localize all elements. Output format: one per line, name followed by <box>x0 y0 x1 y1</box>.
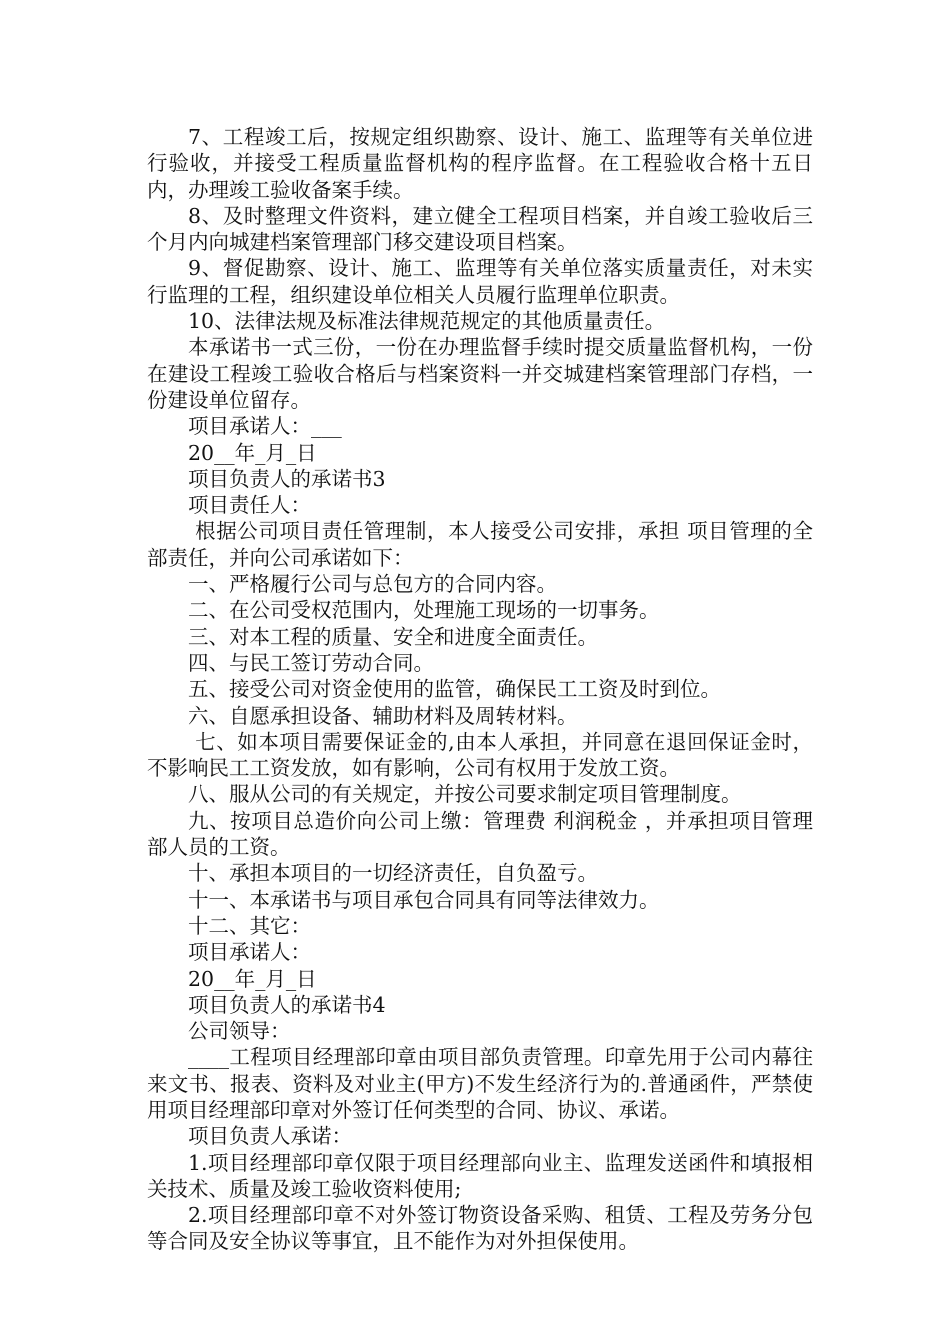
paragraph-pledge-heading: 项目负责人承诺： <box>188 1124 352 1149</box>
paragraph-clause-12: 十二、其它： <box>188 913 311 938</box>
paragraph-clause-10: 十、承担本项目的一切经济责任，自负盈亏。 <box>188 861 598 886</box>
paragraph-clause-11: 十一、本承诺书与项目承包合同具有同等法律效力。 <box>188 887 660 912</box>
paragraph-clause-2: 二、在公司受权范围内，处理施工现场的一切事务。 <box>188 598 660 623</box>
paragraph-copies-note: 本承诺书一式三份，一份在办理监督手续时提交质量监督机构，一份在建设工程竣工验收合格后与档案资料一并交城建档案管理部门存档，一份建设单位留存。 <box>147 335 813 412</box>
addressee-line: 公司领导： <box>188 1019 291 1044</box>
paragraph-clause-4: 四、与民工签订劳动合同。 <box>188 650 434 675</box>
paragraph-clause-8: 八、服从公司的有关规定，并按公司要求制定项目管理制度。 <box>188 782 742 807</box>
document-body <box>147 124 813 1255</box>
paragraph-clause-1: 一、严格履行公司与总包方的合同内容。 <box>188 572 557 597</box>
paragraph-item-10: 10、法律法规及标准法律规范规定的其他质量责任。 <box>188 309 666 334</box>
paragraph-item-8: 8、及时整理文件资料，建立健全工程项目档案，并自竣工验收后三个月内向城建档案管理部门移交建设项目档案。 <box>147 203 813 255</box>
date-line: 20__年_月_日 <box>188 966 317 991</box>
paragraph-clause-7: 七、如本项目需要保证金的,由本人承担，并同意在退回保证金时，不影响民工工资发放，如有影响，公司有权用于发放工资。 <box>147 729 813 781</box>
signature-line: 项目承诺人：___ <box>188 414 342 439</box>
paragraph-clause-5: 五、接受公司对资金使用的监管，确保民工工资及时到位。 <box>188 677 721 702</box>
paragraph-item-7: 7、工程竣工后，按规定组织勘察、设计、施工、监理等有关单位进行验收，并接受工程质量监督机构的程序监督。在工程验收合格十五日内，办理竣工验收备案手续。 <box>147 125 813 202</box>
addressee-line: 项目责任人： <box>188 493 311 518</box>
section-title-3: 项目负责人的承诺书3 <box>188 466 386 491</box>
paragraph-clause-3: 三、对本工程的质量、安全和进度全面责任。 <box>188 624 598 649</box>
paragraph-item-9: 9、督促勘察、设计、施工、监理等有关单位落实质量责任，对未实行监理的工程，组织建设单位相关人员履行监理单位职责。 <box>147 256 813 307</box>
paragraph-seal-rules: ____工程项目经理部印章由项目部负责管理。印章先用于公司内幕往来文书、报表、资料及对业主(甲方)不发生经济行为的.普通函件，严禁使用项目经理部印章对外签订任何类型的合同、协议、承诺。 <box>147 1045 813 1122</box>
paragraph-pledge-1: 1.项目经理部印章仅限于项目经理部向业主、监理发送函件和填报相关技术、质量及竣工验收资料使用; <box>147 1150 813 1201</box>
paragraph-clause-9: 九、按项目总造价向公司上缴：管理费 利润税金 ，并承担项目管理部人员的工资。 <box>147 808 813 860</box>
paragraph-intro: 根据公司项目责任管理制，本人接受公司安排，承担 项目管理的全部责任，并向公司承诺如下： <box>147 519 813 570</box>
section-title-4: 项目负责人的承诺书4 <box>188 992 386 1017</box>
signature-line: 项目承诺人： <box>188 940 311 965</box>
paragraph-clause-6: 六、自愿承担设备、辅助材料及周转材料。 <box>188 703 578 728</box>
date-line: 20__年_月_日 <box>188 440 317 465</box>
paragraph-pledge-2: 2.项目经理部印章不对外签订物资设备采购、租赁、工程及劳务分包等合同及安全协议等事宜，且不能作为对外担保使用。 <box>147 1203 813 1254</box>
